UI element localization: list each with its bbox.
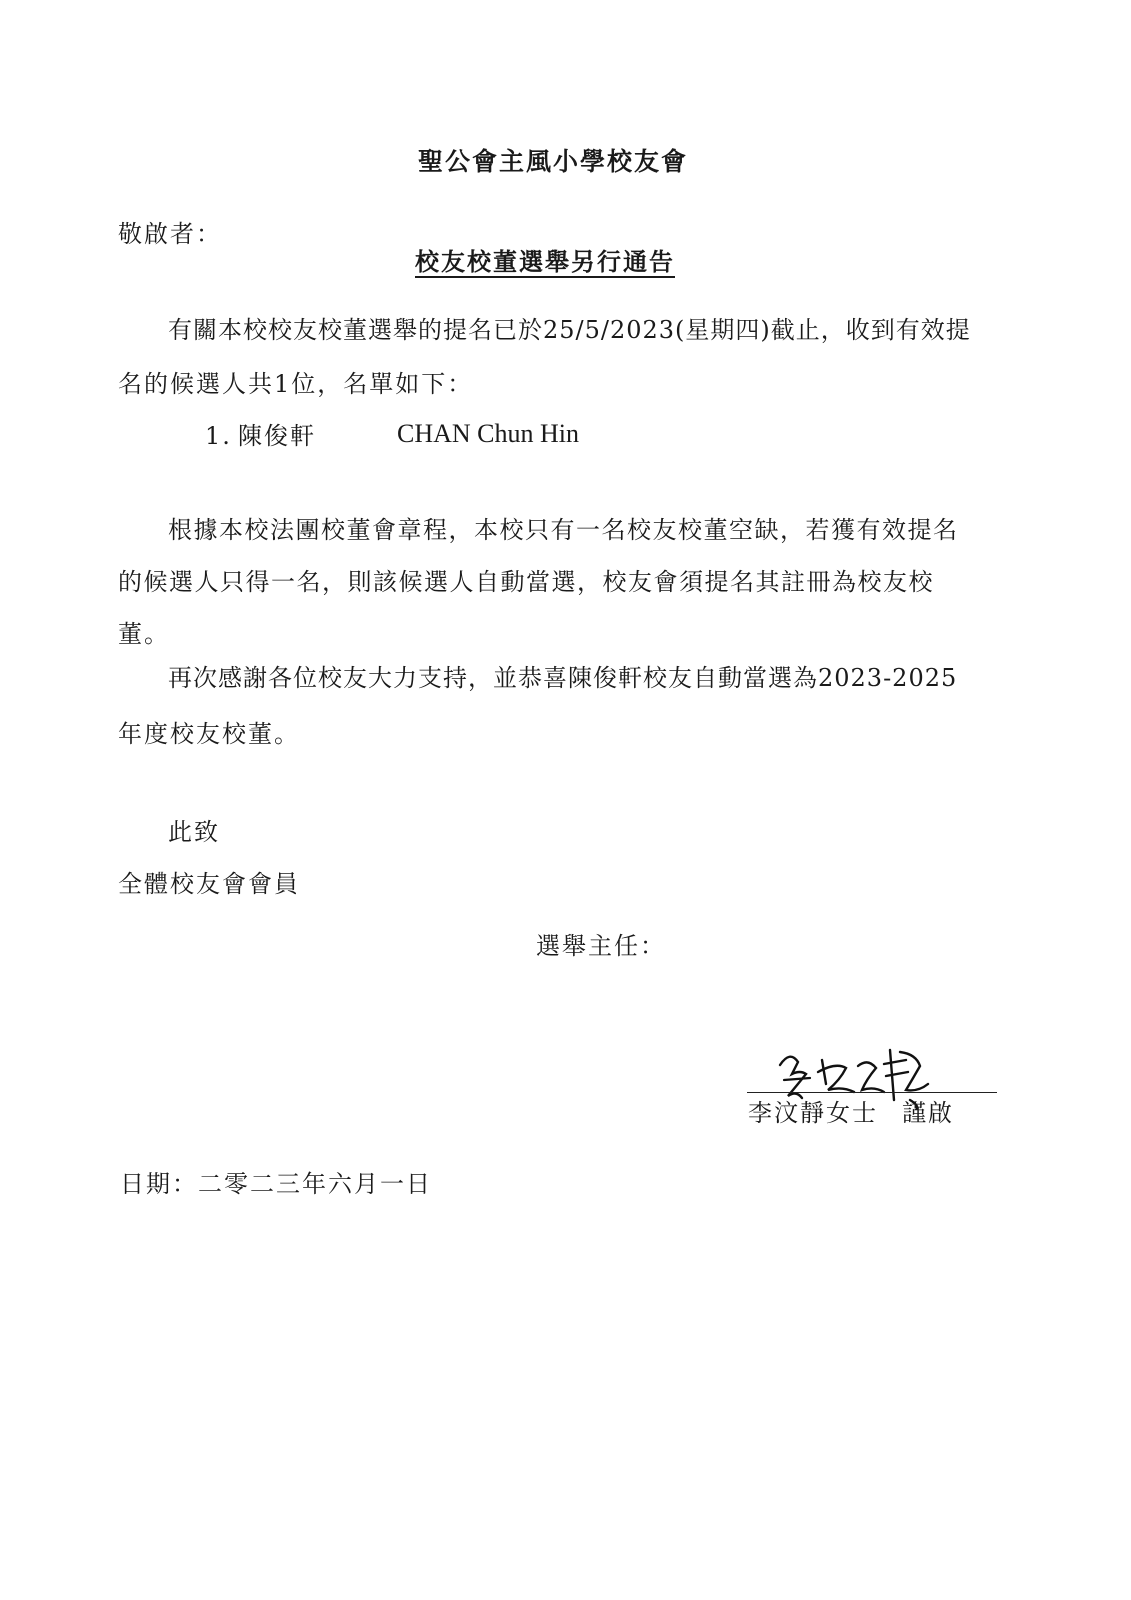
signatory-role: 選舉主任： (536, 932, 666, 960)
candidate-number: 1. (205, 422, 232, 450)
letter-date: 日期：二零二三年六月一日 (120, 1170, 432, 1198)
paragraph-2-line-1: 根據本校法團校董會章程，本校只有一名校友校董空缺，若獲有效提名 (168, 516, 959, 544)
salutation: 敬啟者： (118, 220, 222, 248)
school-title: 聖公會主風小學校友會 (418, 147, 689, 176)
signatory-name: 李汶靜女士 (748, 1099, 878, 1127)
paragraph-3-line-1: 再次感謝各位校友大力支持，並恭喜陳俊軒校友自動當選為2023-2025 (168, 664, 958, 692)
paragraph-1-line-2: 名的候選人共1位，名單如下： (118, 370, 474, 398)
recipient: 全體校友會會員 (118, 870, 300, 898)
candidate-english-name: CHAN Chun Hin (397, 419, 580, 448)
paragraph-1-line-1: 有關本校校友校董選舉的提名已於25/5/2023(星期四)截止，收到有效提 (168, 316, 971, 344)
paragraph-3-line-2: 年度校友校董。 (118, 720, 300, 748)
paragraph-2-line-2: 的候選人只得一名，則該候選人自動當選，校友會須提名其註冊為校友校 (118, 568, 934, 596)
paragraph-2-line-3: 董。 (118, 620, 170, 648)
notice-title: 校友校董選舉另行通告 (415, 247, 675, 276)
candidate-chinese-name: 陳俊軒 (238, 422, 316, 450)
closing: 此致 (168, 818, 220, 846)
sign-off: 謹啟 (902, 1099, 954, 1127)
signature-line (747, 1092, 997, 1093)
